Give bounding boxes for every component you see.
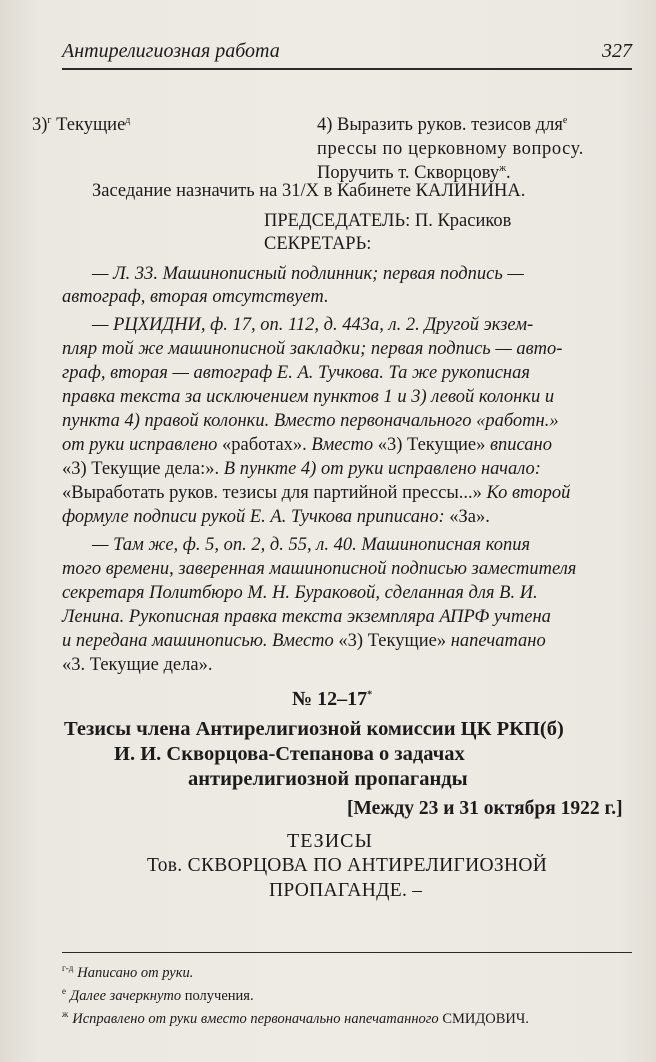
archival-note-2-line-2: пляр той же машинописной закладки; первая подпись — авто- <box>62 339 563 359</box>
running-header <box>62 38 632 70</box>
theses-subheading-line-2: ПРОПАГАНДЕ. – <box>269 880 423 901</box>
theses-heading: ТЕЗИСЫ <box>287 830 373 852</box>
footnote-3: $^ж$ Исправлено от руки вместо первоначально напечатанного СМИДОВИЧ. <box>62 1009 529 1027</box>
footnote-2: $^е$ Далее зачеркнуто получения. <box>62 986 254 1004</box>
archival-note-2-line-7: «3) Текущие дела:». В пункте 4) от руки исправлено начало: <box>62 459 541 479</box>
chairman-line: ПРЕДСЕДАТЕЛЬ: П. Красиков <box>264 211 512 231</box>
archival-note-3-line-6: «3. Текущие дела». <box>62 655 213 675</box>
left-column-item-3: 3)$^г$ Текущие$^д$ <box>32 114 131 135</box>
document-date: [Между 23 и 31 октября 1922 г.] <box>347 798 623 819</box>
archival-note-2-line-6: от руки исправлено «работах». Вместо «3) Текущие» вписано <box>62 435 552 455</box>
archival-note-2-line-1: — РЦХИДНИ, ф. 17, оп. 112, д. 443а, л. 2. Другой экзем- <box>92 315 534 335</box>
archival-note-2-line-9: формуле подписи рукой Е. А. Тучкова приписано: «За». <box>62 507 490 527</box>
archival-note-1-line-1: — Л. 33. Машинописный подлинник; первая подпись — <box>92 264 524 284</box>
archival-note-2-line-8: «Выработать руков. тезисы для партийной прессы...» Ко второй <box>62 483 571 503</box>
archival-note-3-line-1: — Там же, ф. 5, оп. 2, д. 55, л. 40. Машинописная копия <box>92 535 531 555</box>
archival-note-3-line-5: и передана машинописью. Вместо «3) Текущие» напечатано <box>62 631 546 651</box>
meeting-line: Заседание назначить на 31/X в Кабинете КАЛИНИНА. <box>92 181 526 201</box>
right-column-item-4-line-1: 4) Выразить руков. тезисов для$^е$ <box>317 114 568 135</box>
footnotes-divider <box>62 952 632 953</box>
document-title-line-1: Тезисы члена Антирелигиозной комиссии ЦК РКП(б) <box>64 718 564 740</box>
document-title-line-3: антирелигиозной пропаганды <box>188 768 468 790</box>
document-number: № 12–17* <box>292 688 373 710</box>
archival-note-2-line-4: правка текста за исключением пунктов 1 и 3) левой колонки и <box>62 387 555 407</box>
archival-note-2-line-5: пункта 4) правой колонки. Вместо первоначального «работн.» <box>62 411 559 431</box>
archival-note-3-line-2: того времени, заверенная машинописной подписью заместителя <box>62 559 577 579</box>
archival-note-2-line-3: граф, вторая — автограф Е. А. Тучкова. Та же рукописная <box>62 363 530 383</box>
right-column-item-4-line-3: Поручить т. Скворцову$^ж$. <box>317 162 511 183</box>
theses-subheading-line-1: Тов. СКВОРЦОВА ПО АНТИРЕЛИГИОЗНОЙ <box>147 855 548 876</box>
footnote-1: $^{г-д}$ Написано от руки. <box>62 963 194 981</box>
page-number: 327 <box>602 40 632 62</box>
right-column-item-4-line-2: прессы по церковному вопросу. <box>317 139 584 159</box>
document-title-line-2: И. И. Скворцова-Степанова о задачах <box>114 743 465 765</box>
archival-note-1-line-2: автограф, вторая отсутствует. <box>62 287 329 307</box>
archival-note-3-line-3: секретаря Политбюро М. Н. Бураковой, сделанная для В. И. <box>62 583 538 603</box>
archival-note-3-line-4: Ленина. Рукописная правка текста экземпляра АПРФ учтена <box>62 607 551 627</box>
secretary-line: СЕКРЕТАРЬ: <box>264 234 372 254</box>
running-title: Антирелигиозная работа <box>62 40 280 62</box>
